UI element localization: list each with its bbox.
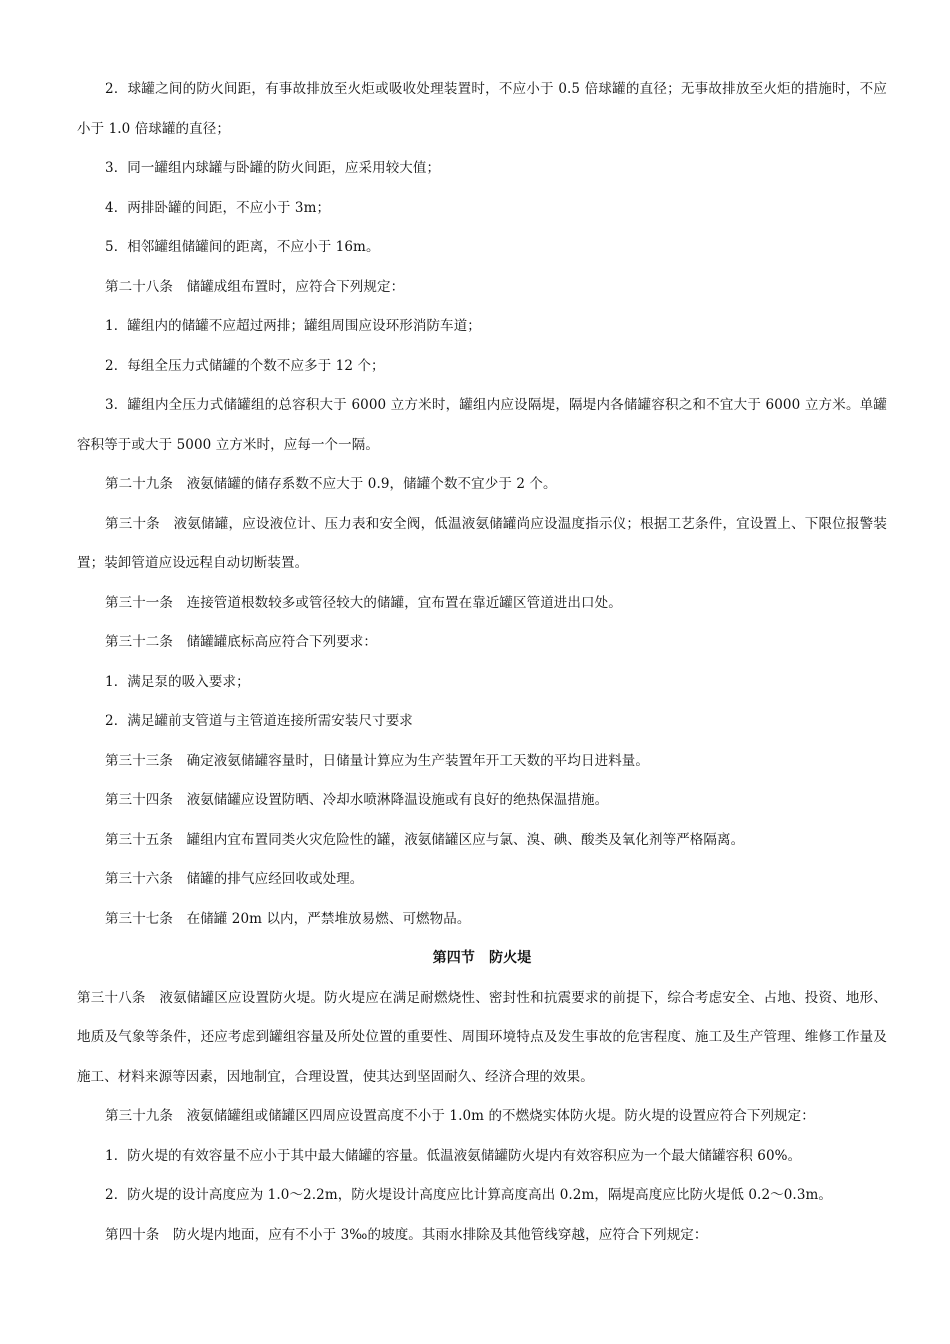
paragraph-article-34: 第三十四条 液氨储罐应设置防晒、冷却水喷淋降温设施或有良好的绝热保温措施。	[105, 792, 609, 808]
paragraph-article-29: 第二十九条 液氨储罐的储存系数不应大于 0.9，储罐个数不宜少于 2 个。	[105, 476, 557, 492]
paragraph-article-31: 第三十一条 连接管道根数较多或管径较大的储罐，宜布置在靠近罐区管道进出口处。	[105, 594, 622, 611]
paragraph-article-39-item-1: 1．防火堤的有效容量不应小于其中最大储罐的容量。低温液氨储罐防火堤内有效容积应为一个最大储罐容积 60%。	[105, 1147, 802, 1164]
paragraph-article-28-item-3: 3．罐组内全压力式储罐组的总容积大于 6000 立方米时，罐组内应设隔堤，隔堤内各储罐容积之和不宜大于 6000 立方米。单罐容积等于或大于 5000 立方米时，应每一个一隔。	[77, 397, 887, 453]
paragraph-article-35: 第三十五条 罐组内宜布置同类火灾危险性的罐，液氨储罐区应与氯、溴、碘、酸类及氧化剂等严格隔离。	[105, 831, 745, 848]
paragraph-article-39-item-2: 2．防火堤的设计高度应为 1.0～2.2m，防火堤设计高度应比计算高度高出 0.2m，隔堤高度应比防火堤低 0.2～0.3m。	[105, 1187, 833, 1203]
paragraph-article-32-item-1: 1．满足泵的吸入要求；	[105, 673, 250, 690]
paragraph-clause-3-sphere-horizontal-spacing: 3．同一罐组内球罐与卧罐的防火间距，应采用较大值；	[105, 160, 441, 176]
paragraph-article-37: 第三十七条 在储罐 20m 以内，严禁堆放易燃、可燃物品。	[105, 910, 471, 927]
paragraph-clause-2-sphere-tank-spacing: 2．球罐之间的防火间距，有事故排放至火炬或吸收处理装置时，不应小于 0.5 倍球罐的直径；无事故排放至火炬的措施时，不应小于 1.0 倍球罐的直径；	[77, 81, 887, 137]
paragraph-article-32-item-2: 2．满足罐前支管道与主管道连接所需安装尺寸要求	[105, 713, 413, 729]
document-body	[77, 70, 887, 1255]
paragraph-article-28-item-2: 2．每组全压力式储罐的个数不应多于 12 个；	[105, 357, 385, 374]
paragraph-article-30: 第三十条 液氨储罐，应设液位计、压力表和安全阀，低温液氨储罐尚应设温度指示仪；根据工艺条件，宜设置上、下限位报警装置；装卸管道应设远程自动切断装置。	[77, 515, 887, 571]
paragraph-article-33: 第三十三条 确定液氨储罐容量时，日储量计算应为生产装置年开工天数的平均日进料量。	[105, 752, 649, 769]
paragraph-article-38: 第三十八条 液氨储罐区应设置防火堤。防火堤应在满足耐燃烧性、密封性和抗震要求的前提下，综合考虑安全、占地、投资、地形、地质及气象等条件，还应考虑到罐组容量及所处位置的重要性、周围环境特点及发生事故的危害程度、施工及生产管理、维修工作量及施工、材料来源等因素，因地制宜，合理设置，使其达到坚固耐久、经济合理的效果。	[77, 989, 887, 1085]
paragraph-article-28-item-1: 1．罐组内的储罐不应超过两排；罐组周围应设环形消防车道；	[105, 318, 481, 334]
paragraph-article-39: 第三十九条 液氨储罐组或储罐区四周应设置高度不小于 1.0m 的不燃烧实体防火堤。防火堤的设置应符合下列规定：	[105, 1108, 815, 1124]
paragraph-article-28: 第二十八条 储罐成组布置时，应符合下列规定：	[105, 278, 405, 295]
paragraph-article-36: 第三十六条 储罐的排气应经回收或处理。	[105, 871, 364, 887]
paragraph-article-40: 第四十条 防火堤内地面，应有不小于 3‰的坡度。其雨水排除及其他管线穿越，应符合下列规定：	[105, 1226, 708, 1243]
paragraph-clause-5-adjacent-group-distance: 5．相邻罐组储罐间的距离，不应小于 16m。	[105, 239, 380, 255]
section-title-fire-dike: 第四节 防火堤	[432, 950, 532, 966]
paragraph-article-32: 第三十二条 储罐罐底标高应符合下列要求：	[105, 634, 377, 650]
paragraph-clause-4-horizontal-row-spacing: 4．两排卧罐的间距，不应小于 3m；	[105, 199, 331, 216]
